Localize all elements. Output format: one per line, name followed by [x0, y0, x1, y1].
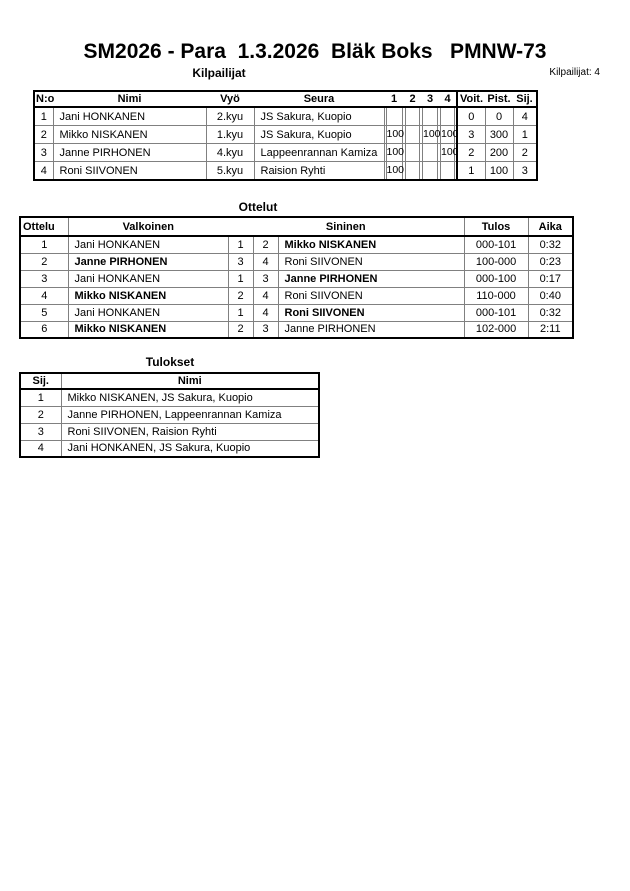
valkoinen-number-cell: 2 — [228, 321, 253, 338]
nimi-cell: Roni SIIVONEN, Raision Ryhti — [61, 423, 319, 440]
col-header-sininen: Sininen — [228, 217, 464, 236]
match-score-cell — [404, 144, 421, 162]
match-score-cell — [421, 107, 439, 126]
sininen-number-cell: 4 — [253, 253, 278, 270]
no-cell: 1 — [34, 107, 53, 126]
col-header-match-3: 3 — [421, 91, 439, 107]
col-header-match-1: 1 — [384, 91, 404, 107]
match-number-cell: 1 — [20, 236, 68, 253]
seura-cell: JS Sakura, Kuopio — [254, 126, 384, 144]
valkoinen-cell: Mikko NISKANEN — [68, 287, 228, 304]
aika-cell: 0:23 — [528, 253, 573, 270]
col-header-voit: Voit. — [457, 91, 485, 107]
kilpailijat-section-label: Kilpailijat — [192, 66, 246, 80]
pist-cell: 200 — [485, 144, 513, 162]
table-row — [20, 389, 319, 406]
ottelut-table — [19, 216, 574, 339]
col-header-nimi: Nimi — [61, 373, 319, 389]
table-row — [20, 287, 573, 304]
table-row — [20, 304, 573, 321]
sininen-cell: Roni SIIVONEN — [278, 253, 464, 270]
match-number-cell: 2 — [20, 253, 68, 270]
aika-cell: 2:11 — [528, 321, 573, 338]
sininen-cell: Mikko NISKANEN — [278, 236, 464, 253]
kilpailijat-header-row — [34, 91, 537, 107]
sininen-cell: Roni SIIVONEN — [278, 304, 464, 321]
match-number-cell: 5 — [20, 304, 68, 321]
aika-cell: 0:32 — [528, 236, 573, 253]
nimi-cell: Janne PIRHONEN, Lappeenrannan Kamiza — [61, 406, 319, 423]
sininen-number-cell: 3 — [253, 321, 278, 338]
col-header-aika: Aika — [528, 217, 573, 236]
valkoinen-number-cell: 1 — [228, 236, 253, 253]
col-header-no: N:o — [36, 93, 55, 105]
match-score-cell — [404, 162, 421, 181]
match-score-cell — [404, 107, 421, 126]
nimi-cell: Roni SIIVONEN — [53, 162, 206, 181]
vyo-cell: 1.kyu — [206, 126, 254, 144]
sininen-number-cell: 4 — [253, 304, 278, 321]
no-cell: 3 — [34, 144, 53, 162]
valkoinen-number-cell: 2 — [228, 287, 253, 304]
nimi-cell: Jani HONKANEN, JS Sakura, Kuopio — [61, 440, 319, 457]
voit-cell: 2 — [457, 144, 485, 162]
col-header-nimi: Nimi — [53, 91, 206, 107]
vyo-cell: 2.kyu — [206, 107, 254, 126]
kilpailijat-table — [33, 90, 538, 181]
valkoinen-cell: Mikko NISKANEN — [68, 321, 228, 338]
match-number-cell: 6 — [20, 321, 68, 338]
match-number-cell: 4 — [20, 287, 68, 304]
match-score-cell: 100 — [439, 126, 457, 144]
table-row — [20, 406, 319, 423]
sininen-number-cell: 3 — [253, 270, 278, 287]
sij-cell: 1 — [513, 126, 537, 144]
sij-cell: 2 — [513, 144, 537, 162]
table-row — [34, 126, 537, 144]
table-row — [34, 144, 537, 162]
sininen-number-cell: 2 — [253, 236, 278, 253]
match-number-cell: 3 — [20, 270, 68, 287]
valkoinen-number-cell: 1 — [228, 270, 253, 287]
sij-cell: 3 — [513, 162, 537, 181]
match-score-cell: 100 — [384, 126, 404, 144]
pist-cell: 100 — [485, 162, 513, 181]
match-score-cell: 100 — [421, 126, 439, 144]
no-cell: 4 — [34, 162, 53, 181]
vyo-cell: 4.kyu — [206, 144, 254, 162]
col-header-seura: Seura — [254, 91, 384, 107]
col-header-vyo: Vyö — [206, 91, 254, 107]
nimi-cell: Janne PIRHONEN — [53, 144, 206, 162]
table-row — [34, 107, 537, 126]
table-row — [20, 236, 573, 253]
aika-cell: 0:17 — [528, 270, 573, 287]
seura-cell: JS Sakura, Kuopio — [254, 107, 384, 126]
sininen-number-cell: 4 — [253, 287, 278, 304]
match-score-cell: 100 — [384, 162, 404, 181]
col-header-pist: Pist. — [485, 91, 513, 107]
col-header-tulos: Tulos — [464, 217, 528, 236]
col-header-sij: Sij. — [20, 373, 61, 389]
nimi-cell: Jani HONKANEN — [53, 107, 206, 126]
valkoinen-cell: Jani HONKANEN — [68, 236, 228, 253]
nimi-cell: Mikko NISKANEN, JS Sakura, Kuopio — [61, 389, 319, 406]
voit-cell: 0 — [457, 107, 485, 126]
col-header-valkoinen: Valkoinen — [68, 217, 228, 236]
sij-cell: 1 — [20, 389, 61, 406]
match-score-cell — [439, 107, 457, 126]
voit-cell: 1 — [457, 162, 485, 181]
col-header-sij: Sij. — [513, 91, 537, 107]
match-score-cell — [439, 162, 457, 181]
match-score-cell — [404, 126, 421, 144]
valkoinen-cell: Jani HONKANEN — [68, 270, 228, 287]
competitors-count: Kilpailijat: 4 — [549, 67, 600, 78]
tulos-cell: 110-000 — [464, 287, 528, 304]
valkoinen-number-cell: 3 — [228, 253, 253, 270]
col-header-ottelu: Ottelu — [20, 217, 68, 236]
tulos-cell: 102-000 — [464, 321, 528, 338]
pist-cell: 300 — [485, 126, 513, 144]
sij-cell: 4 — [20, 440, 61, 457]
valkoinen-cell: Janne PIRHONEN — [68, 253, 228, 270]
table-row — [20, 270, 573, 287]
page-title: SM2026 - Para 1.3.2026 Bläk Boks PMNW-73 — [83, 40, 547, 63]
seura-cell: Lappeenrannan Kamiza — [254, 144, 384, 162]
match-score-cell — [421, 144, 439, 162]
sininen-cell: Roni SIIVONEN — [278, 287, 464, 304]
match-score-cell: 100 — [384, 144, 404, 162]
table-row — [20, 253, 573, 270]
match-score-cell — [421, 162, 439, 181]
sij-cell: 4 — [513, 107, 537, 126]
sininen-cell: Janne PIRHONEN — [278, 270, 464, 287]
col-header-match-4: 4 — [439, 91, 457, 107]
table-row — [20, 423, 319, 440]
tulokset-table — [19, 372, 320, 458]
sininen-cell: Janne PIRHONEN — [278, 321, 464, 338]
table-row — [34, 162, 537, 181]
voit-cell: 3 — [457, 126, 485, 144]
match-score-cell: 100 — [439, 144, 457, 162]
valkoinen-number-cell: 1 — [228, 304, 253, 321]
valkoinen-cell: Jani HONKANEN — [68, 304, 228, 321]
col-header-match-2: 2 — [404, 91, 421, 107]
tulos-cell: 100-000 — [464, 253, 528, 270]
tulos-cell: 000-101 — [464, 236, 528, 253]
vyo-cell: 5.kyu — [206, 162, 254, 181]
aika-cell: 0:40 — [528, 287, 573, 304]
table-row — [20, 440, 319, 457]
sij-cell: 3 — [20, 423, 61, 440]
tulos-cell: 000-100 — [464, 270, 528, 287]
tulokset-header-row — [20, 373, 319, 389]
no-cell: 2 — [34, 126, 53, 144]
nimi-cell: Mikko NISKANEN — [53, 126, 206, 144]
sij-cell: 2 — [20, 406, 61, 423]
match-score-cell — [384, 107, 404, 126]
table-row — [20, 321, 573, 338]
ottelut-section-label: Ottelut — [238, 200, 278, 214]
seura-cell: Raision Ryhti — [254, 162, 384, 181]
tulokset-section-label: Tulokset — [145, 355, 195, 369]
tulos-cell: 000-101 — [464, 304, 528, 321]
ottelut-header-row — [20, 217, 573, 236]
aika-cell: 0:32 — [528, 304, 573, 321]
pist-cell: 0 — [485, 107, 513, 126]
